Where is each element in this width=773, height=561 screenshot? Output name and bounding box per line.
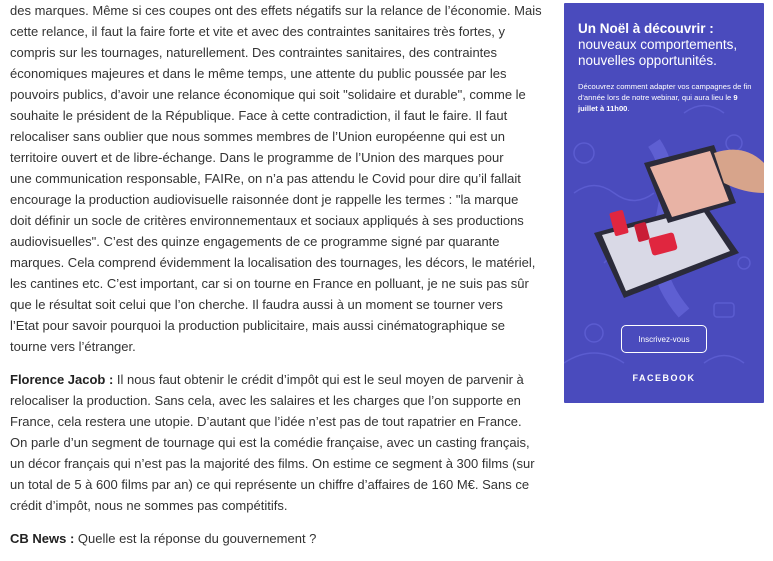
ad-description-text: Découvrez comment adapter vos campagnes de fin d’année lors de notre webinar, qui aura lieu le [578,82,752,102]
article-line: des marques. Même si ces coupes ont des effets négatifs sur la relance de l’économie. Mais [10,3,542,18]
speaker-label-florence-jacob: Florence Jacob : [10,372,114,387]
article-line-text: Il nous faut obtenir le crédit d’impôt qui est le seul moyen de parvenir à [113,372,524,387]
article-line: relocaliser la production. Sans cela, avec les salaires et les charges que l’on supporte en [10,393,521,408]
ad-tablet-lipstick-illustration [564,123,764,323]
ad-description [578,81,758,114]
article-line: doit définir un socle de critères environnementaux et sociaux appliqués à ses productions [10,213,524,228]
article-line: On parle d’un segment de tournage qui est la comédie française, avec un casting français, [10,435,530,450]
article-paragraph-cb-news [10,528,540,549]
ad-headline-line1: Un Noël à découvrir : [578,21,714,36]
article-line: économiques majeures et dans le même temps, une attente du public poussée par les [10,66,507,81]
article-line: encourage la production audiovisuelle raisonnée dont je rappelle les termes : "la marque [10,192,519,207]
article-body [10,0,540,561]
article-paragraph-florence-jacob [10,369,540,516]
article-line: relocaliser sans oublier que nous sommes membres de l’Union européenne qui est un [10,129,505,144]
ad-brand-label: FACEBOOK [632,373,696,383]
article-line: une communication responsable, FAIRe, on n’a pas attendu le Covid pour dire qu’il fallait [10,171,521,186]
article-paragraph [10,0,540,357]
article-line: les cantines etc. C’est important, car si on tourne en France en polluant, je ne suis pas sûr [10,276,529,291]
ad-headline-line3: nouvelles opportunités. [578,53,717,68]
article-line: marques. Cela comprend évidemment la localisation des tournages, les décors, le matériel, [10,255,536,270]
article-line: France, cela restera une utopie. D’autant que l’idée n’est pas de tout rapatrier en France. [10,414,522,429]
article-line: cette relance, il faut la faire forte et vite et avec des contraintes sanitaires très fortes, y [10,24,505,39]
ad-headline [578,21,758,69]
article-line: tourne vers l’étranger. [10,339,136,354]
article-line: souhaite le président de la République. Face à cette contradiction, il faut le faire. Il faut [10,108,508,123]
article-line [10,369,540,390]
article-line: audiovisuelles". C’est des quinze engagements de ce programme signé par quarante [10,234,500,249]
ad-webinar-date: 9 juillet à 11h00 [578,93,738,113]
article-line: pouvoirs publics, d’avoir une relance économique qui soit "solidaire et durable", comme le [10,87,526,102]
article-line: que le résultat soit celui que l’on cherche. Il faudra aussi à un moment se tourner vers [10,297,503,312]
ad-description-end: . [627,104,630,113]
article-line: territoire ouvert et de libre-échange. Dans le programme de l’Union des marques pour [10,150,504,165]
article-line: compris sur les tournages, naturellement. Des contraintes sanitaires, des contraintes [10,45,498,60]
ad-register-button[interactable]: Inscrivez-vous [621,325,707,353]
ad-headline-line2: nouveaux comportements, [578,37,738,52]
question-text: Quelle est la réponse du gouvernement ? [74,531,317,546]
article-line: un total de 5 à 600 films par an) ce qui représente un chiffre d’affaires de 160 M€. Sans ce [10,477,530,492]
article-line: crédit d’impôt, nous ne sommes pas compétitifs. [10,498,288,513]
facebook-ad-banner[interactable] [564,3,764,403]
article-line: un décor français qui n’est pas la majorité des films. On estime ce segment à 300 films (sur [10,456,535,471]
article-line: l’Etat pour savoir pourquoi la production publicitaire, mais aussi cinématographique se [10,318,505,333]
speaker-label-cb-news: CB News : [10,531,75,546]
